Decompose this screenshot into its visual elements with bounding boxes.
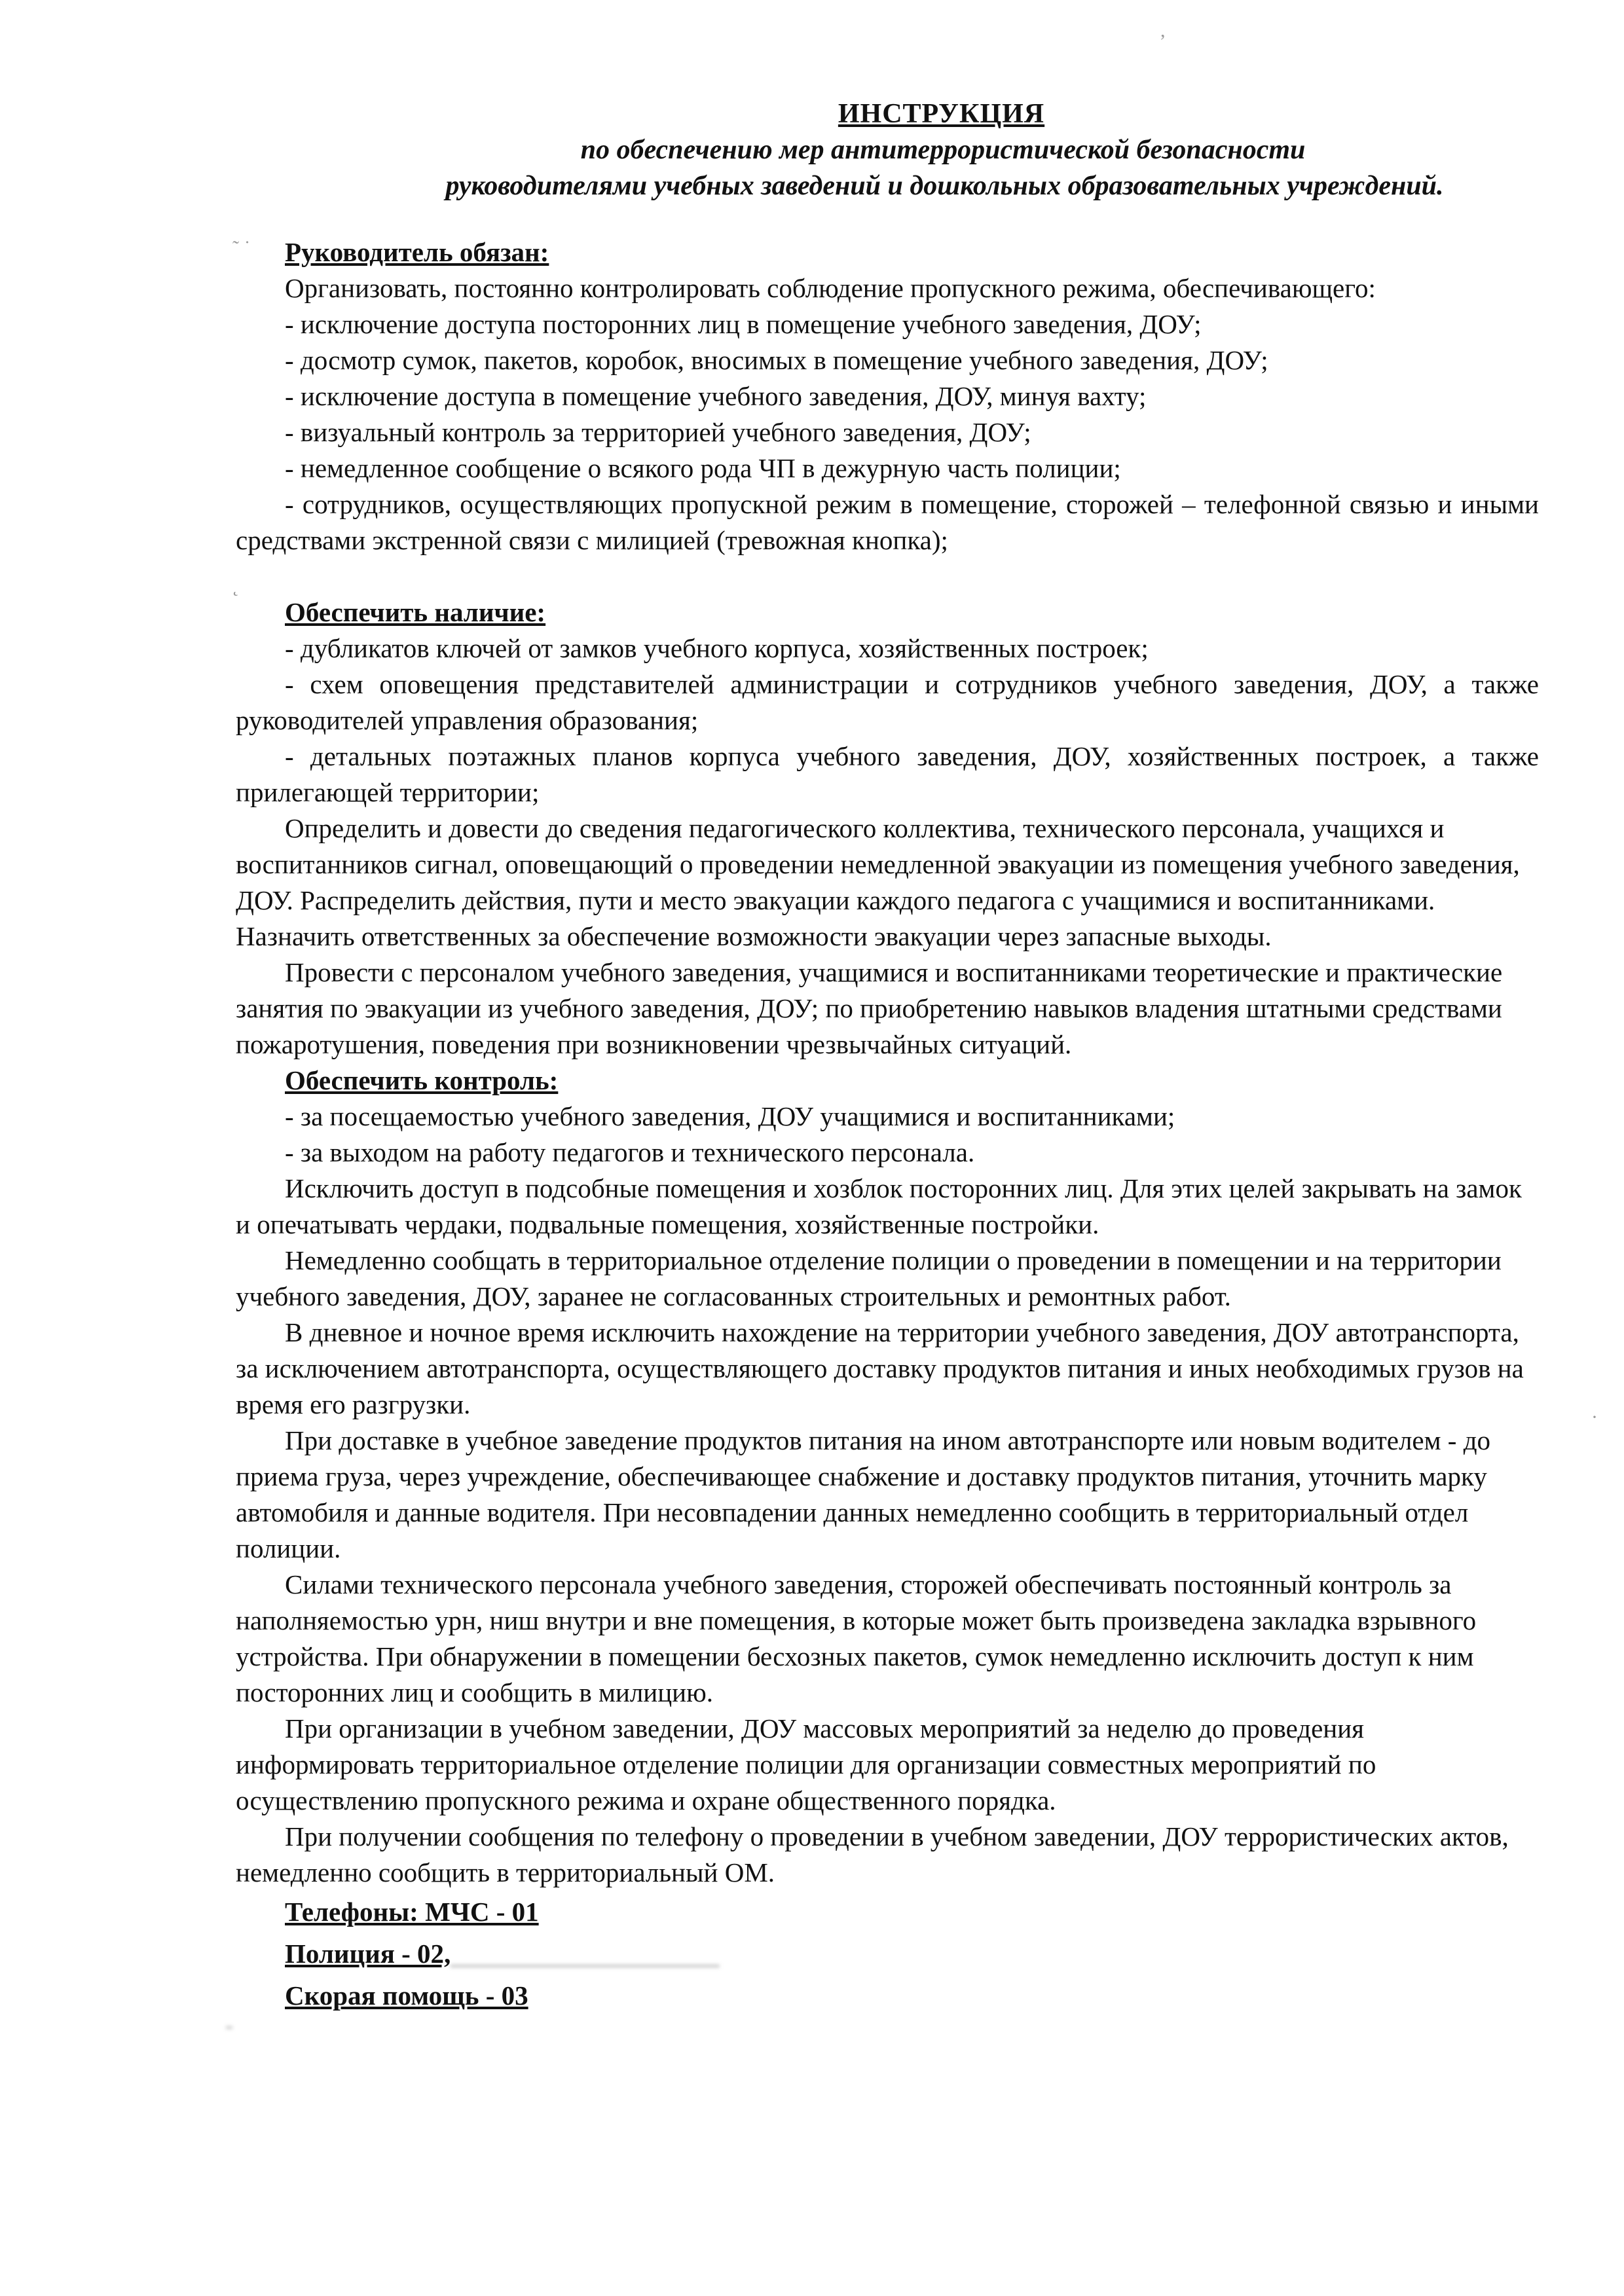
list-item: - дубликатов ключей от замков учебного корпуса, хозяйственных построек; [285, 633, 1149, 663]
scan-mark: · [1591, 1406, 1598, 1428]
list-item: - исключение доступа в помещение учебного заведения, ДОУ, минуя вахту; [285, 381, 1147, 411]
paragraph: В дневное и ночное время исключить нахождение на территории учебного заведения, ДОУ автотранспорта, за исключением автотранспорта, осуществляющего доставку продуктов питания и иных необходимых грузов на время его разгрузки. [236, 1317, 1524, 1419]
paragraph: При получении сообщения по телефону о проведении в учебном заведении, ДОУ террористических актов, немедленно сообщить в территориальный ОМ. [236, 1821, 1509, 1887]
redacted-phone-numbers [451, 1939, 719, 1969]
section1-intro: Организовать, постоянно контролировать соблюдение пропускного режима, обеспечивающего: [285, 273, 1376, 303]
paragraph: Определить и довести до сведения педагогического коллектива, технического персонала, учащихся и воспитанников сигнал, оповещающий о проведении немедленной эвакуации из помещения учебного заведения, ДОУ. Распределить действия, пути и место эвакуации каждого педагога с учащимися и воспитанниками. Назначить ответственных за обеспечение возможности эвакуации через запасные выходы. [236, 813, 1520, 951]
section-heading-manager-obliged: Руководитель обязан: [285, 237, 549, 267]
section-heading-ensure-availability: Обеспечить наличие: [285, 597, 546, 627]
paragraph: Немедленно сообщать в территориальное отделение полиции о проведении в помещении и на территории учебного заведения, ДОУ, заранее не согласованных строительных и ремонтных работ. [236, 1245, 1502, 1311]
phones-police [236, 1933, 1539, 1975]
document-subtitle-line-1: по обеспечению мер антитеррористической безопасности [580, 135, 1306, 165]
paragraph: При доставке в учебное заведение продуктов питания на ином автотранспорте или новым водителем - до приема груза, через учреждение, обеспечивающее снабжение и доставку продуктов питания, уточнить марку автомобиля и данные водителя. При несовпадении данных немедленно сообщить в территориальный отдел полиции. [236, 1425, 1491, 1563]
document-body [236, 234, 1539, 2016]
scan-mark: , [1160, 20, 1166, 41]
phones-police-label: Полиция - 02, [285, 1939, 451, 1969]
list-item: - детальных поэтажных планов корпуса учебного заведения, ДОУ, хозяйственных построек, а также прилегающей территории; [236, 741, 1539, 807]
list-item: - досмотр сумок, пакетов, коробок, вносимых в помещение учебного заведения, ДОУ; [285, 345, 1268, 375]
scan-mark: ˛ [232, 575, 239, 596]
list-item: - немедленное сообщение о всякого рода ЧП в дежурную часть полиции; [285, 453, 1121, 483]
phones-ambulance: Скорая помощь - 03 [285, 1980, 528, 2011]
document-subtitle-line-2: руководителями учебных заведений и дошкольных образовательных учреждений. [445, 171, 1444, 201]
scan-mark: ˜ ˙ [232, 237, 251, 259]
list-item: - за выходом на работу педагогов и технического персонала. [285, 1137, 975, 1167]
list-item: - схем оповещения представителей администрации и сотрудников учебного заведения, ДОУ, а также руководителей управления образования; [236, 669, 1539, 735]
list-item: - сотрудников, осуществляющих пропускной режим в помещение, сторожей – телефонной связью и иными средствами экстренной связи с милицией (тревожная кнопка); [236, 489, 1539, 555]
faded-footer-text [226, 1997, 1405, 2036]
paragraph: Провести с персоналом учебного заведения, учащимися и воспитанниками теоретические и практические занятия по эвакуации из учебного заведения, ДОУ; по приобретению навыков владения штатными средствами пожаротушения, поведения при возникновении чрезвычайных ситуаций. [236, 957, 1503, 1059]
paragraph: Исключить доступ в подсобные помещения и хозблок посторонних лиц. Для этих целей закрывать на замок и опечатывать чердаки, подвальные помещения, хозяйственные постройки. [236, 1173, 1522, 1239]
document-title: ИНСТРУКЦИЯ [838, 99, 1045, 129]
list-item: - визуальный контроль за территорией учебного заведения, ДОУ; [285, 417, 1031, 447]
section-heading-ensure-control: Обеспечить контроль: [285, 1065, 559, 1095]
phones-mchs: Телефоны: МЧС - 01 [285, 1897, 539, 1927]
paragraph: Силами технического персонала учебного заведения, сторожей обеспечивать постоянный контроль за наполняемостью урн, ниш внутри и вне помещения, в которые может быть произведена закладка взрывного устройства. При обнаружении в помещении бесхозных пакетов, сумок немедленно исключить доступ к ним посторонних лиц и сообщить в милицию. [236, 1569, 1477, 1707]
paragraph: При организации в учебном заведении, ДОУ массовых мероприятий за неделю до проведения информировать территориальное отделение полиции для организации совместных мероприятий по осуществлению пропускного режима и охране общественного порядка. [236, 1713, 1376, 1815]
list-item: - исключение доступа посторонних лиц в помещение учебного заведения, ДОУ; [285, 309, 1202, 339]
list-item: - за посещаемостью учебного заведения, ДОУ учащимися и воспитанниками; [285, 1101, 1175, 1131]
